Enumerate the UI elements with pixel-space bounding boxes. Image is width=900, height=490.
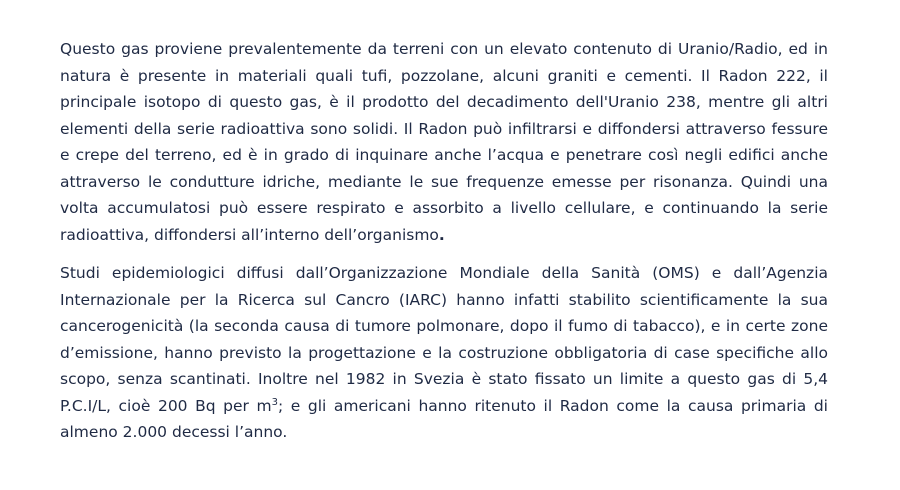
paragraph-1-end-punct: . (438, 225, 445, 244)
paragraph-radon-origin (60, 36, 828, 248)
document-body (60, 36, 828, 446)
superscript-cubic: 3 (271, 396, 278, 408)
paragraph-2-text-after-sup: ; e gli americani hanno ritenuto il Radon come la causa primaria di almeno 2.000 decessi l’anno. (60, 396, 828, 441)
paragraph-radon-health (60, 260, 828, 446)
paragraph-1-text: Questo gas proviene prevalentemente da terreni con un elevato contenuto di Uranio/Radio, ed in natura è presente in materiali quali tufi, pozzolane, alcuni graniti e cementi. Il Radon 222, il principale isotopo di questo gas, è il prodotto del decadimento dell'Uranio 238, mentre gli altri elementi della serie radioattiva sono solidi. Il Radon può infiltrarsi e diffondersi attraverso fessure e crepe del terreno, ed è in grado di inquinare anche l’acqua e penetrare così negli edifici anche attraverso le condutture idriche, mediante le sue frequenze emesse per risonanza. Quindi una volta accumulatosi può essere respirato e assorbito a livello cellulare, e continuando la serie radioattiva, diffondersi all’interno dell’organismo (60, 40, 828, 244)
paragraph-2-text-before-sup: Studi epidemiologici diffusi dall’Organizzazione Mondiale della Sanità (OMS) e dall’Agenzia Internazionale per la Ricerca sul Cancro (IARC) hanno infatti stabilito scientificamente la sua cancerogenicità (la seconda causa di tumore polmonare, dopo il fumo di tabacco), e in certe zone d’emissione, hanno previsto la progettazione e la costruzione obbligatoria di case specifiche allo scopo, senza scantinati. Inoltre nel 1982 in Svezia è stato fissato un limite a questo gas di 5,4 P.C.I/L, cioè 200 Bq per m (60, 264, 828, 415)
